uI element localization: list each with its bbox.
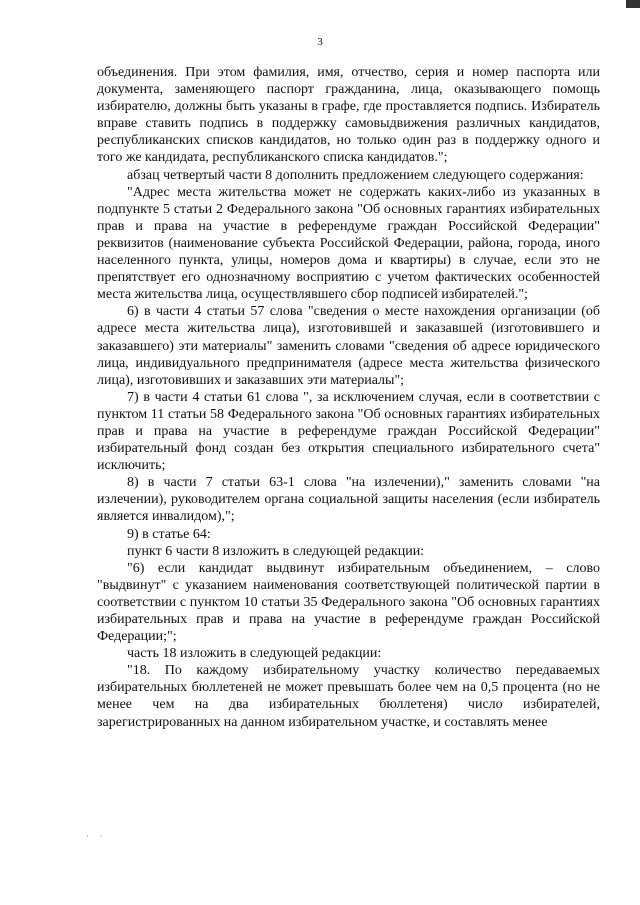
paragraph-6: 8) в части 7 статьи 63-1 слова "на излечении)," заменить словами "на излечении), руководителем органа социальной защиты населения (если избиратель является инвалидом),"; xyxy=(97,475,600,525)
paragraph-4: 6) в части 4 статьи 57 слова "сведения о месте нахождения организации (об адресе места жительства лица), изготовившей и заказавшей (изготовившего и заказавшего) эти материалы" заменить словами "сведения об адресе юридического лица, индивидуального предпринимателя (адресе места жительства физического лица), изготовивших и заказавших эти материалы"; xyxy=(97,304,600,388)
paragraph-5: 7) в части 4 статьи 61 слова ", за исключением случая, если в соответствии с пунктом 11 статьи 58 Федерального закона "Об основных гарантиях избирательных прав и права на участие в референдуме граждан Российской Федерации" избирательный фонд создан без открытия специального избирательного счета" исключить; xyxy=(97,389,600,474)
paragraph-8: пункт 6 части 8 изложить в следующей редакции: xyxy=(127,543,425,559)
paragraph-11: "18. По каждому избирательному участку количество передаваемых избирательных бюллетеней не может превышать более чем на 0,5 процента (но не менее чем на два избирательных бюллетеня) число избирателей, зарегистрированных на данном избирательном участке, и составлять менее xyxy=(97,663,600,730)
scan-corner-mark xyxy=(626,0,640,8)
paragraph-1: объединения. При этом фамилия, имя, отчество, серия и номер паспорта или документа, заменяющего паспорт гражданина, лица, оказывающего помощь избирателю, должны быть указаны в графе, где проставляется подпись. Избиратель вправе ставить подпись в поддержку самовыдвижения различных кандидатов, республиканских списков кандидатов, но только один раз в поддержку одного и того же кандидата, республиканского списка кандидатов."; xyxy=(97,65,600,166)
paragraph-7: 9) в статье 64: xyxy=(127,526,211,542)
paragraph-10: часть 18 изложить в следующей редакции: xyxy=(127,646,382,662)
paragraph-2: абзац четвертый части 8 дополнить предложением следующего содержания: xyxy=(127,167,584,183)
paragraph-3: "Адрес места жительства может не содержать каких-либо из указанных в подпункте 5 статьи 2 Федерального закона "Об основных гарантиях избирательных прав и права на участие в референдуме граждан Российской Федерации" реквизитов (наименование субъекта Российской Федерации, района, города, иного населенного пункта, улицы, номеров дома и квартиры) в случае, если это не препятствует его однозначному восприятию с учетом фактических особенностей места жительства лица, осуществлявшего сбор подписей избирателей."; xyxy=(97,184,600,303)
page-number: 3 xyxy=(317,36,323,48)
scan-artifact: · · xyxy=(86,831,107,841)
paragraph-9: "6) если кандидат выдвинут избирательным объединением, – слово "выдвинут" с указанием наименования соответствующей политической партии в соответствии с пунктом 10 статьи 35 Федерального закона "Об основных гарантиях избирательных прав и права на участие в референдуме граждан Российской Федерации;"; xyxy=(97,560,600,645)
document-body xyxy=(97,64,600,731)
